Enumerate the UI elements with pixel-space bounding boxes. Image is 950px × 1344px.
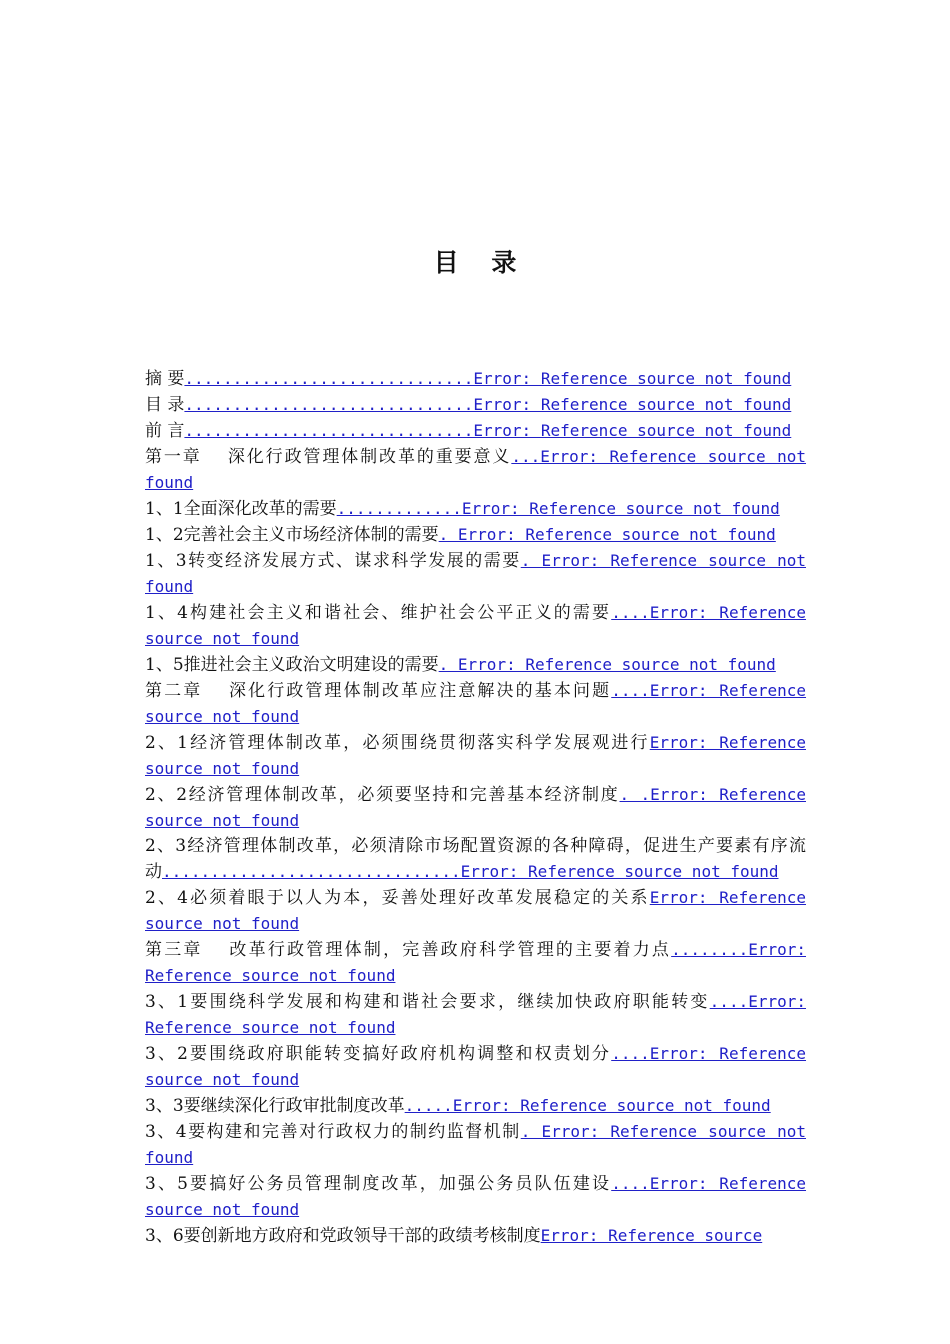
toc-entry-label: 1、1全面深化改革的需要: [145, 499, 337, 519]
table-of-contents: [145, 366, 806, 1249]
toc-entry-label: 2、4必须着眼于以人为本，妥善处理好改革发展稳定的关系: [145, 888, 650, 908]
page-title: 目 录: [433, 248, 529, 277]
toc-entry[interactable]: [145, 730, 806, 782]
toc-entry-label: 摘 要: [145, 369, 185, 389]
toc-entry-link[interactable]: ...............................Error: Reference source not found: [162, 862, 779, 881]
toc-entry-link[interactable]: Error: Reference source not found: [145, 733, 806, 778]
toc-entry-label: 第二章 深化行政管理体制改革应注意解决的基本问题: [145, 681, 612, 701]
toc-entry-link[interactable]: ...Error: Reference source not found: [145, 447, 807, 492]
toc-entry[interactable]: [145, 834, 806, 885]
toc-entry-label: 3、5要搞好公务员管理制度改革，加强公务员队伍建设: [145, 1174, 612, 1194]
toc-entry-label: 1、4构建社会主义和谐社会、维护社会公平正义的需要: [145, 603, 612, 623]
toc-entry-link[interactable]: .............Error: Reference source not found: [336, 499, 780, 518]
toc-entry[interactable]: [145, 496, 806, 522]
toc-entry[interactable]: [145, 522, 806, 548]
toc-entry-link[interactable]: . Error: Reference source not found: [145, 1122, 806, 1167]
toc-entry[interactable]: [145, 1093, 806, 1119]
toc-entry-link[interactable]: . Error: Reference source not found: [438, 655, 776, 674]
toc-entry-link[interactable]: ........Error: Reference source not found: [145, 940, 806, 985]
toc-entry-link[interactable]: ....Error: Reference source not found: [145, 1174, 807, 1219]
toc-entry-link[interactable]: Error: Reference source: [540, 1226, 763, 1245]
toc-entry-label: 1、3转变经济发展方式、谋求科学发展的需要: [145, 551, 521, 571]
toc-entry[interactable]: [145, 1223, 806, 1249]
toc-entry[interactable]: [145, 392, 806, 418]
toc-entry[interactable]: [145, 885, 806, 937]
toc-entry[interactable]: [145, 652, 806, 678]
toc-entry-link[interactable]: ....Error: Reference source not found: [145, 992, 806, 1037]
toc-entry-label: 第一章 深化行政管理体制改革的重要意义: [145, 447, 512, 467]
toc-entry-label: 前 言: [145, 421, 185, 441]
toc-entry-label: 1、5推进社会主义政治文明建设的需要: [145, 655, 439, 675]
toc-entry-link[interactable]: .....Error: Reference source not found: [404, 1096, 771, 1115]
toc-entry-link[interactable]: ..............................Error: Reference source not found: [184, 421, 792, 440]
toc-entry[interactable]: [145, 418, 806, 444]
toc-entry[interactable]: [145, 548, 806, 600]
toc-entry-link[interactable]: Error: Reference source not found: [145, 888, 806, 933]
toc-entry[interactable]: [145, 444, 806, 496]
toc-entry-link[interactable]: . Error: Reference source not found: [145, 551, 806, 596]
toc-entry[interactable]: [145, 937, 806, 989]
toc-entry-label: 1、2完善社会主义市场经济体制的需要: [145, 525, 439, 545]
toc-entry[interactable]: [145, 366, 806, 392]
toc-entry-label: 3、6要创新地方政府和党政领导干部的政绩考核制度: [145, 1226, 541, 1246]
toc-entry-label: 3、2要围绕政府职能转变搞好政府机构调整和权责划分: [145, 1044, 612, 1064]
toc-entry-label: 2、3经济管理体制改革，必须清除市场配置资源的各种障碍，促进生产要素有序流动: [145, 836, 806, 882]
toc-entry-label: 第三章 改革行政管理体制，完善政府科学管理的主要着力点: [145, 940, 672, 960]
toc-entry[interactable]: [145, 1041, 806, 1093]
toc-entry[interactable]: [145, 989, 806, 1041]
toc-entry-link[interactable]: ....Error: Reference source not found: [145, 1044, 807, 1089]
toc-entry[interactable]: [145, 600, 806, 652]
toc-entry[interactable]: [145, 782, 806, 834]
toc-entry-link[interactable]: ..............................Error: Reference source not found: [184, 369, 792, 388]
toc-entry-label: 3、1要围绕科学发展和构建和谐社会要求，继续加快政府职能转变: [145, 992, 710, 1012]
toc-entry-link[interactable]: ....Error: Reference source not found: [145, 681, 807, 726]
toc-entry-link[interactable]: . .Error: Reference source not found: [145, 785, 806, 830]
toc-entry-link[interactable]: ..............................Error: Reference source not found: [184, 395, 792, 414]
toc-entry-label: 3、4要构建和完善对行政权力的制约监督机制: [145, 1122, 521, 1142]
toc-entry-label: 目 录: [145, 395, 185, 415]
toc-entry-link[interactable]: ....Error: Reference source not found: [145, 603, 807, 648]
toc-entry-label: 3、3要继续深化行政审批制度改革: [145, 1096, 405, 1116]
toc-entry-label: 2、2经济管理体制改革，必须要坚持和完善基本经济制度: [145, 785, 620, 805]
toc-entry[interactable]: [145, 1119, 806, 1171]
toc-entry[interactable]: [145, 1171, 806, 1223]
toc-entry[interactable]: [145, 678, 806, 730]
toc-entry-link[interactable]: . Error: Reference source not found: [438, 525, 776, 544]
toc-entry-label: 2、1经济管理体制改革，必须围绕贯彻落实科学发展观进行: [145, 733, 650, 753]
